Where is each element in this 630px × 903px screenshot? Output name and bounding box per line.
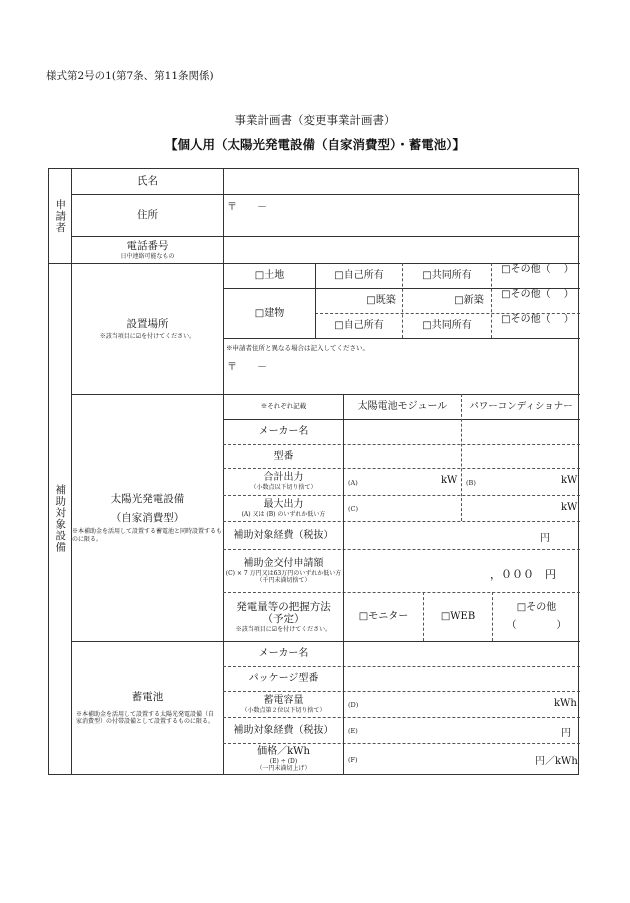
location-address-note: ※申請者住所と異なる場合は記入してください。 (226, 344, 369, 352)
solar-label: 太陽光発電設備 (110, 493, 185, 506)
building-joint-checkbox[interactable]: □共同所有 (422, 320, 472, 331)
mark-f: (F) (348, 756, 358, 764)
battery-cost-label: 補助対象経費（税抜） (233, 724, 334, 736)
name-field[interactable] (224, 170, 579, 194)
method-other-checkbox[interactable]: □その他 (516, 602, 557, 613)
pcs-model-field[interactable] (462, 445, 580, 468)
module-column-header: 太陽電池モジュール (357, 401, 448, 412)
mark-e: (E) (348, 727, 358, 735)
total-output-note: （小数点以下切り捨て） (250, 484, 317, 492)
module-maker-field[interactable] (344, 420, 461, 444)
page-subtitle: 【個人用（太陽光発電設備（自家消費型）・蓄電池）】 (164, 137, 465, 152)
web-checkbox[interactable]: □WEB (440, 611, 476, 622)
price-label: 価格／kWh (257, 745, 310, 757)
land-joint-checkbox[interactable]: □共同所有 (422, 270, 472, 281)
form-number: 様式第2号の1(第7条、第11条関係) (46, 70, 214, 82)
grant-note2: （千円未満切捨て） (256, 577, 311, 584)
land-other-checkbox[interactable]: □その他（ ） (501, 264, 574, 275)
pcs-maker-field[interactable] (462, 420, 580, 444)
mark-c: (C) (348, 505, 359, 513)
equipment-section-label: 補助対象設備 (54, 484, 67, 553)
divider (223, 338, 580, 339)
building-other-checkbox[interactable]: □その他（ ） (501, 289, 574, 300)
address-postal-mark: 〒 － (227, 202, 267, 213)
total-output-label-cell (224, 469, 343, 495)
solar-model-label: 型番 (273, 450, 294, 462)
location-label: 設置場所 (126, 317, 169, 330)
module-output-unit: kW (441, 475, 458, 486)
monitor-checkbox[interactable]: □モニター (358, 611, 409, 622)
solar-note: ※本補助金を活用して設置する蓄電池と同時設置するものに限る。 (72, 528, 223, 543)
solar-label2: （自家消費型） (110, 511, 185, 524)
page-title: 事業計画書（変更事業計画書） (234, 113, 396, 127)
phone-label: 電話番号 (126, 240, 169, 253)
mark-b: (B) (466, 479, 476, 487)
battery-maker-field[interactable] (344, 642, 580, 666)
location-note: ※該当項目に☑を付けてください。 (99, 333, 196, 341)
max-output-label: 最大出力 (263, 498, 304, 510)
pcs-output-unit: kW (561, 475, 578, 486)
battery-cost-field[interactable] (344, 718, 580, 743)
price-note2: （一円未満切上げ） (256, 765, 311, 772)
method-label2: （予定） (262, 613, 305, 626)
solar-cost-label: 補助対象経費（税抜） (233, 529, 334, 541)
package-model-label: パッケージ型番 (248, 673, 319, 684)
battery-cost-unit: 円 (561, 728, 571, 739)
building-other2-checkbox[interactable]: □その他（ ） (501, 314, 574, 325)
battery-maker-label: メーカー名 (258, 648, 309, 659)
capacity-label-cell (224, 692, 343, 717)
max-output-unit: kW (561, 502, 578, 513)
building-own-checkbox[interactable]: □自己所有 (334, 320, 384, 331)
each-note: ※それぞれ記載 (260, 402, 307, 411)
total-output-label: 合計出力 (263, 472, 304, 484)
pcs-column-header: パワーコンディショナー (469, 401, 573, 413)
grant-label-cell (224, 550, 343, 592)
method-note: ※該当項目に☑を付けてください。 (235, 626, 332, 633)
capacity-field[interactable] (344, 692, 580, 717)
mark-d: (D) (348, 701, 359, 709)
price-label-cell (224, 744, 343, 774)
grant-value: ，０００ 円 (490, 568, 556, 581)
address-field[interactable] (224, 209, 579, 236)
method-label: 発電量等の把握方法 (236, 600, 331, 613)
existing-building-checkbox[interactable]: □既築 (366, 295, 396, 306)
solar-label-cell (72, 395, 223, 641)
applicant-section-label: 申請者 (54, 198, 67, 234)
max-output-note: (A) 又は (B) のいずれか低い方 (241, 510, 326, 518)
grant-note: (C) × 7 万円又は63万円のいずれか低い方 (225, 569, 342, 577)
capacity-note: （小数点第２位以下切り捨て） (241, 706, 326, 714)
building-checkbox[interactable]: □建物 (254, 307, 285, 319)
capacity-label: 蓄電容量 (263, 694, 304, 706)
module-model-field[interactable] (344, 445, 461, 468)
application-form-table (48, 168, 579, 775)
location-label-cell (72, 264, 223, 394)
battery-label-cell (72, 642, 223, 774)
method-other-paren: （ ） (506, 620, 567, 631)
land-checkbox[interactable]: □土地 (254, 270, 285, 281)
land-own-checkbox[interactable]: □自己所有 (334, 270, 384, 281)
mark-a: (A) (348, 479, 358, 487)
phone-note: 日中連絡可能なもの (120, 252, 175, 260)
max-output-label-cell (224, 496, 343, 521)
location-postal-mark: 〒 － (227, 362, 267, 373)
solar-cost-unit: 円 (540, 533, 550, 544)
solar-maker-label: メーカー名 (258, 426, 309, 437)
battery-label: 蓄電池 (131, 690, 164, 703)
battery-note: ※本補助金を活用して設置する太陽光発電設備（自家消費型）の付帯設備として設置するものに限る。 (76, 711, 215, 726)
capacity-unit: kWh (554, 698, 577, 709)
name-label: 氏名 (137, 175, 158, 188)
location-address-field[interactable] (224, 369, 579, 394)
package-model-field[interactable] (344, 667, 580, 691)
phone-label-cell (72, 237, 223, 263)
max-output-field[interactable] (344, 496, 580, 521)
price-unit: 円／kWh (535, 756, 578, 767)
new-building-checkbox[interactable]: □新築 (454, 295, 484, 306)
grant-label: 補助金交付申請額 (243, 557, 324, 569)
phone-field[interactable] (224, 237, 579, 263)
price-note: (E) ÷ (D) (269, 757, 298, 765)
method-label-cell (224, 593, 343, 641)
method-other-cell[interactable] (493, 593, 580, 641)
address-label: 住所 (137, 209, 158, 222)
